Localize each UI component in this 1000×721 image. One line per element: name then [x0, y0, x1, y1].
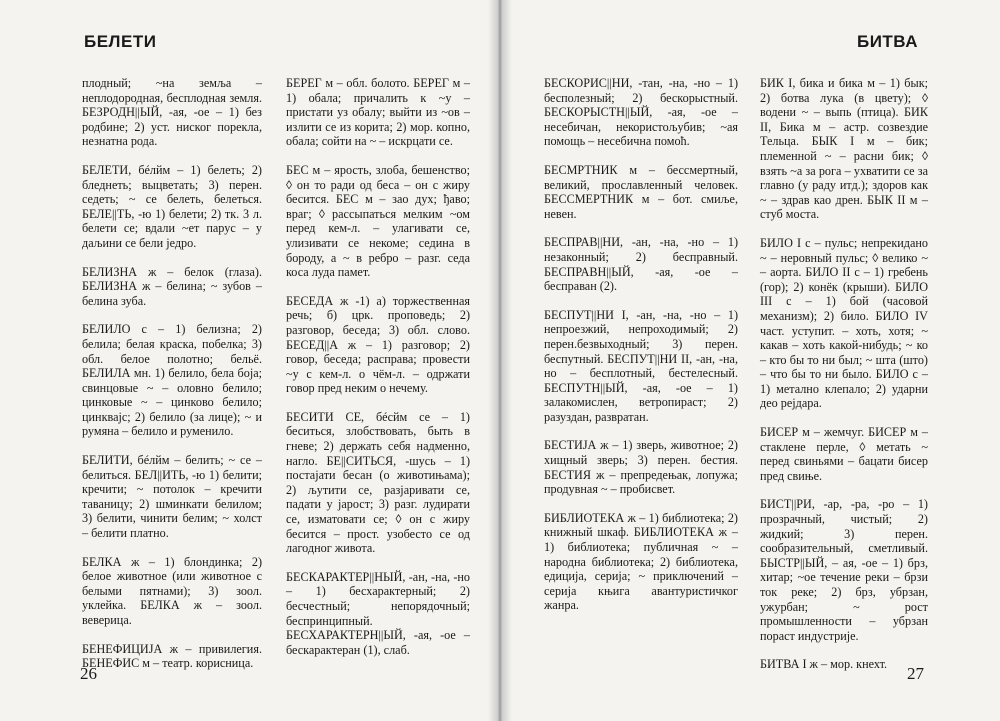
dictionary-entry: БЕЛИЛО с – 1) белизна; 2) белила; белая краска, побелка; 3) обл. белое полотно; бельё. БЕЛИЛА мн. 1) белило, бела боја; свинцовые ~ – оловно белило; цинковые ~ – цинково белило; цинквајс; 2) белило (за лице); ~ и румяна – белило и руменило.	[82, 322, 262, 439]
page-number-left: 26	[80, 664, 97, 683]
dictionary-entry: БЕНЕФИЦИЈА ж – привилегия. БЕНЕФИС м – театр. корисница.	[82, 641, 262, 671]
dictionary-entry: БЕСМРТНИК м – бессмертный, великий, прославленный человек. БЕССМЕРТНИК м – бот. смиље, невен.	[544, 162, 738, 221]
dictionary-entry: БЕСПУТ||НИ I, -ан, -на, -но – 1) непроезжий, непроходимый; 2) перен.безвыходный; 3) перен. беспутный. БЕСПУТ||НИ II, -ан, -на, но – бесплотный, бестелесный. БЕСПУТН||ЫЙ, -ая, -ое – 1) залакомислен, ветропираст; 2) разуздан, развратан.	[544, 307, 738, 424]
left-page-column-2	[286, 76, 470, 671]
dictionary-entry: БИСТ||РИ, -ар, -ра, -ро – 1) прозрачный, чистый; 2) жидкий; 3) перен. сообразительный, сметливый. БЫСТР||ЫЙ, – ая, -ое – 1) брз, хитар; ~ое течение реки – брзи ток реке; 2) брз, убрзан, ужурбан; ~ рост промышленности – убрзан пораст индустрије.	[760, 497, 928, 643]
dictionary-entry: БЕСЕДА ж -1) а) торжественная речь; б) црк. проповедь; 2) разговор, беседа; 3) обл. слово. БЕСЕД||А ж – 1) разговор; 2) говор, беседа; расправа; провести ~у с кем-л. о чём-л. – одржати говор пред неким о нечему.	[286, 293, 470, 396]
dictionary-entry: БЕСПРАВ||НИ, -ан, -на, -но – 1) незаконный; 2) бесправный. БЕСПРАВН||ЫЙ, -ая, -ое – бесправан (2).	[544, 235, 738, 294]
dictionary-entry: БИТВА I ж – мор. кнехт.	[760, 657, 888, 672]
dictionary-entry: БИК I, бика и бика м – 1) бык; 2) ботва лука (в цвету); ◊ водени ~ – выпь (птица). БИК II, Бика м – астр. созвездие Тельца. БЫК I м – бик; племенной ~ – расни бик; ◊ взять ~а за рога – ухватити се за главно (у раду итд.); здоров как ~ – здрав као дрен. БЫК II м – стуб моста.	[760, 76, 928, 222]
dictionary-entry: БИБЛИОТЕКА ж – 1) библиотека; 2) книжный шкаф. БИБЛИОТЕКА ж – 1) библиотека; публичная ~ – народна библиотека; 2) библиотека, едиција, серија; ~ приключений – серија књига авантуристичког жанра.	[544, 510, 738, 613]
dictionary-entry: БИЛО I с – пульс; непрекидано ~ – неровный пульс; ◊ велико ~ – аорта. БИЛО II с – 1) гребень (гор); 2) конёк (крыши). БИЛО III с – 1) бой (часовой механизм); 2) било. БИЛО IV част. уступит. – хоть, хотя; ~ какав – хоть какой-нибудь; ~ ко – кто бы то ни был; ~ шта (што) – что бы то ни было. БИЛО с – 1) метално клепало; 2) ударни део рејдара.	[760, 235, 928, 411]
book-gutter	[488, 0, 512, 721]
left-page-column-1	[82, 76, 262, 685]
dictionary-entry: БЕЛИТИ, бéлйм – белить; ~ се – белиться. БЕЛ||ИТЬ, -ю 1) белити; кречити; ~ потолок – кречити таваницу; 2) шминкати белилом; 3) белити, чинити белим; ~ холст – белити платно.	[82, 453, 262, 541]
dictionary-entry: БЕСТИЈА ж – 1) зверь, животное; 2) хищный зверь; 3) перен. бестия. БЕСТИЯ ж – препредењак, лопужа; продувная ~ – пробисвет.	[544, 438, 738, 497]
running-head-right: БИТВА	[856, 32, 918, 51]
dictionary-entry: БИСЕР м – жемчуг. БИСЕР м – стаклене перле, ◊ метать ~ перед свиньями – бацати бисер пред свиње.	[760, 425, 928, 483]
dictionary-entry: БЕРЕГ м – обл. болото. БЕРЕГ м – 1) обала; причалить к ~у – пристати уз обалу; выйти из ~ов – излити се из корита; 2) мор. копно, обала; сойти на ~ – искрцати се.	[286, 76, 470, 149]
dictionary-entry: БЕС м – ярость, злоба, бешенство; ◊ он то ради од беса – он с жиру бесится. БЕС м – зао дух; ђаво; враг; ◊ рассыпаться мелким ~ом перед кем-л. – улагивати се, улизивати се некоме; седина в бороду, а ~ в ребро – разг. седа коса луда памет.	[286, 162, 470, 280]
right-page-column-2	[760, 76, 928, 686]
running-head-left: БЕЛЕТИ	[84, 32, 157, 51]
dictionary-entry: БЕСИТИ СЕ, бéсйм се – 1) беситься, злобствовать, быть в гневе; 2) держать себя надменно, нагло. БЕ||СИТЬСЯ, -шусь – 1) постајати бесан (о животињама); 2) љутити се, разјаривати се, падати у јарост; 3) разг. лудирати се, изматовати се; ◊ он с жиру бесится – прост. узобесто се од лагодног живота.	[286, 409, 470, 556]
dictionary-entry: плодный; ~на земља – неплодородная, бесплодная земля. БЕЗРОДН||ЫЙ, -ая, -ое – 1) без родбине; 2) уст. ниског порекла, незнатна рода.	[82, 76, 262, 149]
dictionary-entry: БЕЛКА ж – 1) блондинка; 2) белое животное (или животное с белыми пятнами); 3) зоол. уклейка. БЕЛКА ж – зоол. веверица.	[82, 554, 262, 627]
page-number-right: 27	[907, 664, 924, 683]
right-page-column-1	[544, 76, 738, 627]
dictionary-entry: БЕЛИЗНА ж – белок (глаза). БЕЛИЗНА ж – белина; ~ зубов – белина зуба.	[82, 264, 262, 308]
dictionary-entry: БЕСКАРАКТЕР||НЫЙ, -ан, -на, -но – 1) бесхарактерный; 2) бесчестный; непорядочный; беспринципный. БЕСХАРАКТЕРН||ЫЙ, -ая, -ое – бескарактеран (1), слаб.	[286, 569, 470, 657]
dictionary-entry: БЕСКОРИС||НИ, -тан, -на, -но – 1) бесполезный; 2) бескорыстный. БЕСКОРЫСТН||ЫЙ, -ая, -ое – несебичан, некористољубив; ~ая помощь – несебична помоћ.	[544, 76, 738, 149]
left-page	[0, 0, 488, 721]
right-page	[512, 0, 1000, 721]
dictionary-entry: БЕЛЕТИ, бéлйм – 1) белеть; 2) бледнеть; выцветать; 3) перен. седеть; ~ се белеть, белеться. БЕЛЕ||ТЬ, -ю 1) белети; 2) тк. 3 л. белети се; вдали ~ет парус – у даљини се бели једро.	[82, 162, 262, 250]
